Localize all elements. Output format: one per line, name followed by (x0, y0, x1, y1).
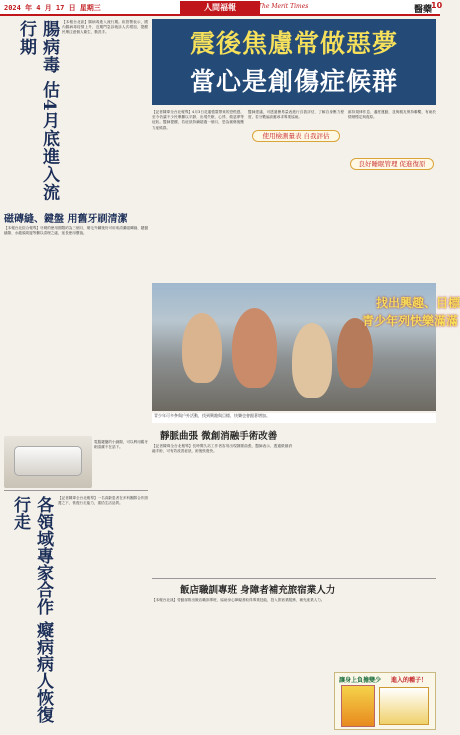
main-subhead1: 使用檢測量表 自我評估 (252, 130, 340, 142)
bottom-headline: 飯店職訓專班 身障者補充旅宿業人力 (180, 585, 336, 596)
person-figure (292, 323, 332, 398)
main-headline-line1: 震後焦慮常做惡夢 (189, 29, 398, 58)
ad-product-box (341, 685, 375, 727)
story1-headline: 腸病毒 估4月底進入流行期 (16, 20, 59, 202)
page-header (0, 0, 443, 16)
story1-body: 【本報台北訊】腸病毒進入流行期。疾管署表示，國內腸病毒疫情上升，近期門急診就診人次增加，提醒民眾注意個人衛生，勤洗手。 (62, 20, 148, 35)
story2-body: 【記者陳瑋全台北報導】一名高齡患者在多科團隊合作照護之下，恢復行走能力，重拾生活品質。 (58, 496, 148, 506)
main-body-col3: 維持規律作息、適度運動，並與親友保持聯繫，有助於情緒穩定與復原。 (348, 110, 436, 120)
story2-headline: 各領域專家合作 癡病病人恢復行走 (10, 496, 53, 723)
section-name: 醫藥 (413, 5, 432, 15)
advertisement[interactable] (334, 672, 436, 730)
main-subhead2: 良好睡眠管理 促進復原 (350, 158, 434, 170)
ad-slogan: 進入的種子！ (391, 677, 428, 684)
main-headline-line2: 當心是創傷症候群 (189, 67, 398, 96)
ad-product-image (379, 687, 429, 725)
story1-body2: 【本報台北綜合報導】牙刷的使用期限約為三個月，刷毛外翻後仍可用來清潔磁磚縫、鍵盤縫隙、水龍頭周邊等難以清理之處，延長使用價值。 (4, 226, 148, 236)
main-body-col1: 【記者陳瑋全台北報導】4月3日花蓮強震帶來的恐慌感，至今仍讓不少民眾難以平靜，出現失眠、心悸、做惡夢等症狀。醫師提醒，若症狀持續超過一個月，恐為創傷後壓力症候群。 (152, 110, 244, 130)
divider (4, 490, 148, 491)
photo-headline (362, 290, 460, 394)
photo-caption: 青少年可多參與戶外活動，找到興趣與目標，快樂也會跟著增加。 (152, 413, 436, 423)
keyboard-photo (4, 436, 92, 488)
story1-subhead: 磁磚縫、鍵盤 用舊牙刷清潔 (4, 214, 128, 225)
person-figure (182, 313, 222, 383)
main-body-col2: 醫師建議，可透過簡易量表進行自我評估，了解自身壓力程度，若分數偏高應尋求專業協助。 (248, 110, 344, 120)
page-number: 10 (431, 1, 443, 10)
person-figure (232, 308, 277, 388)
vein-body: 【記者陳瑋全台北報導】長時間久站工作者容易出現靜脈曲張，醫師表示，透過微創消融手術，可有效改善症狀，術後恢復快。 (152, 444, 292, 454)
continued-column (296, 428, 436, 574)
keyboard-device (14, 446, 82, 476)
divider (152, 578, 436, 579)
photo-headline-line2: 青少年列快樂滿滿 (362, 314, 459, 328)
masthead-english: The Merit Times (258, 3, 309, 10)
masthead-logo: 人間福報 (180, 1, 260, 14)
vein-headline: 靜脈曲張 微創消融手術改善 (160, 431, 278, 442)
bottom-body: 【本報台北訊】勞動部推出飯店職訓專班，協助身心障礙者取得專業技能，投入旅宿業服務，補充產業人力。 (152, 598, 325, 602)
photo-headline-line1: 找出興趣、目標 (376, 296, 460, 310)
issue-date: 2024 年 4 月 17 日 星期三 (4, 4, 101, 12)
ad-title: 讓身上負擔變少 (339, 677, 382, 684)
keyboard-photo-caption: 電腦鍵盤的小縫隙，可以利用舊牙刷清潔不在話下。 (94, 440, 148, 450)
